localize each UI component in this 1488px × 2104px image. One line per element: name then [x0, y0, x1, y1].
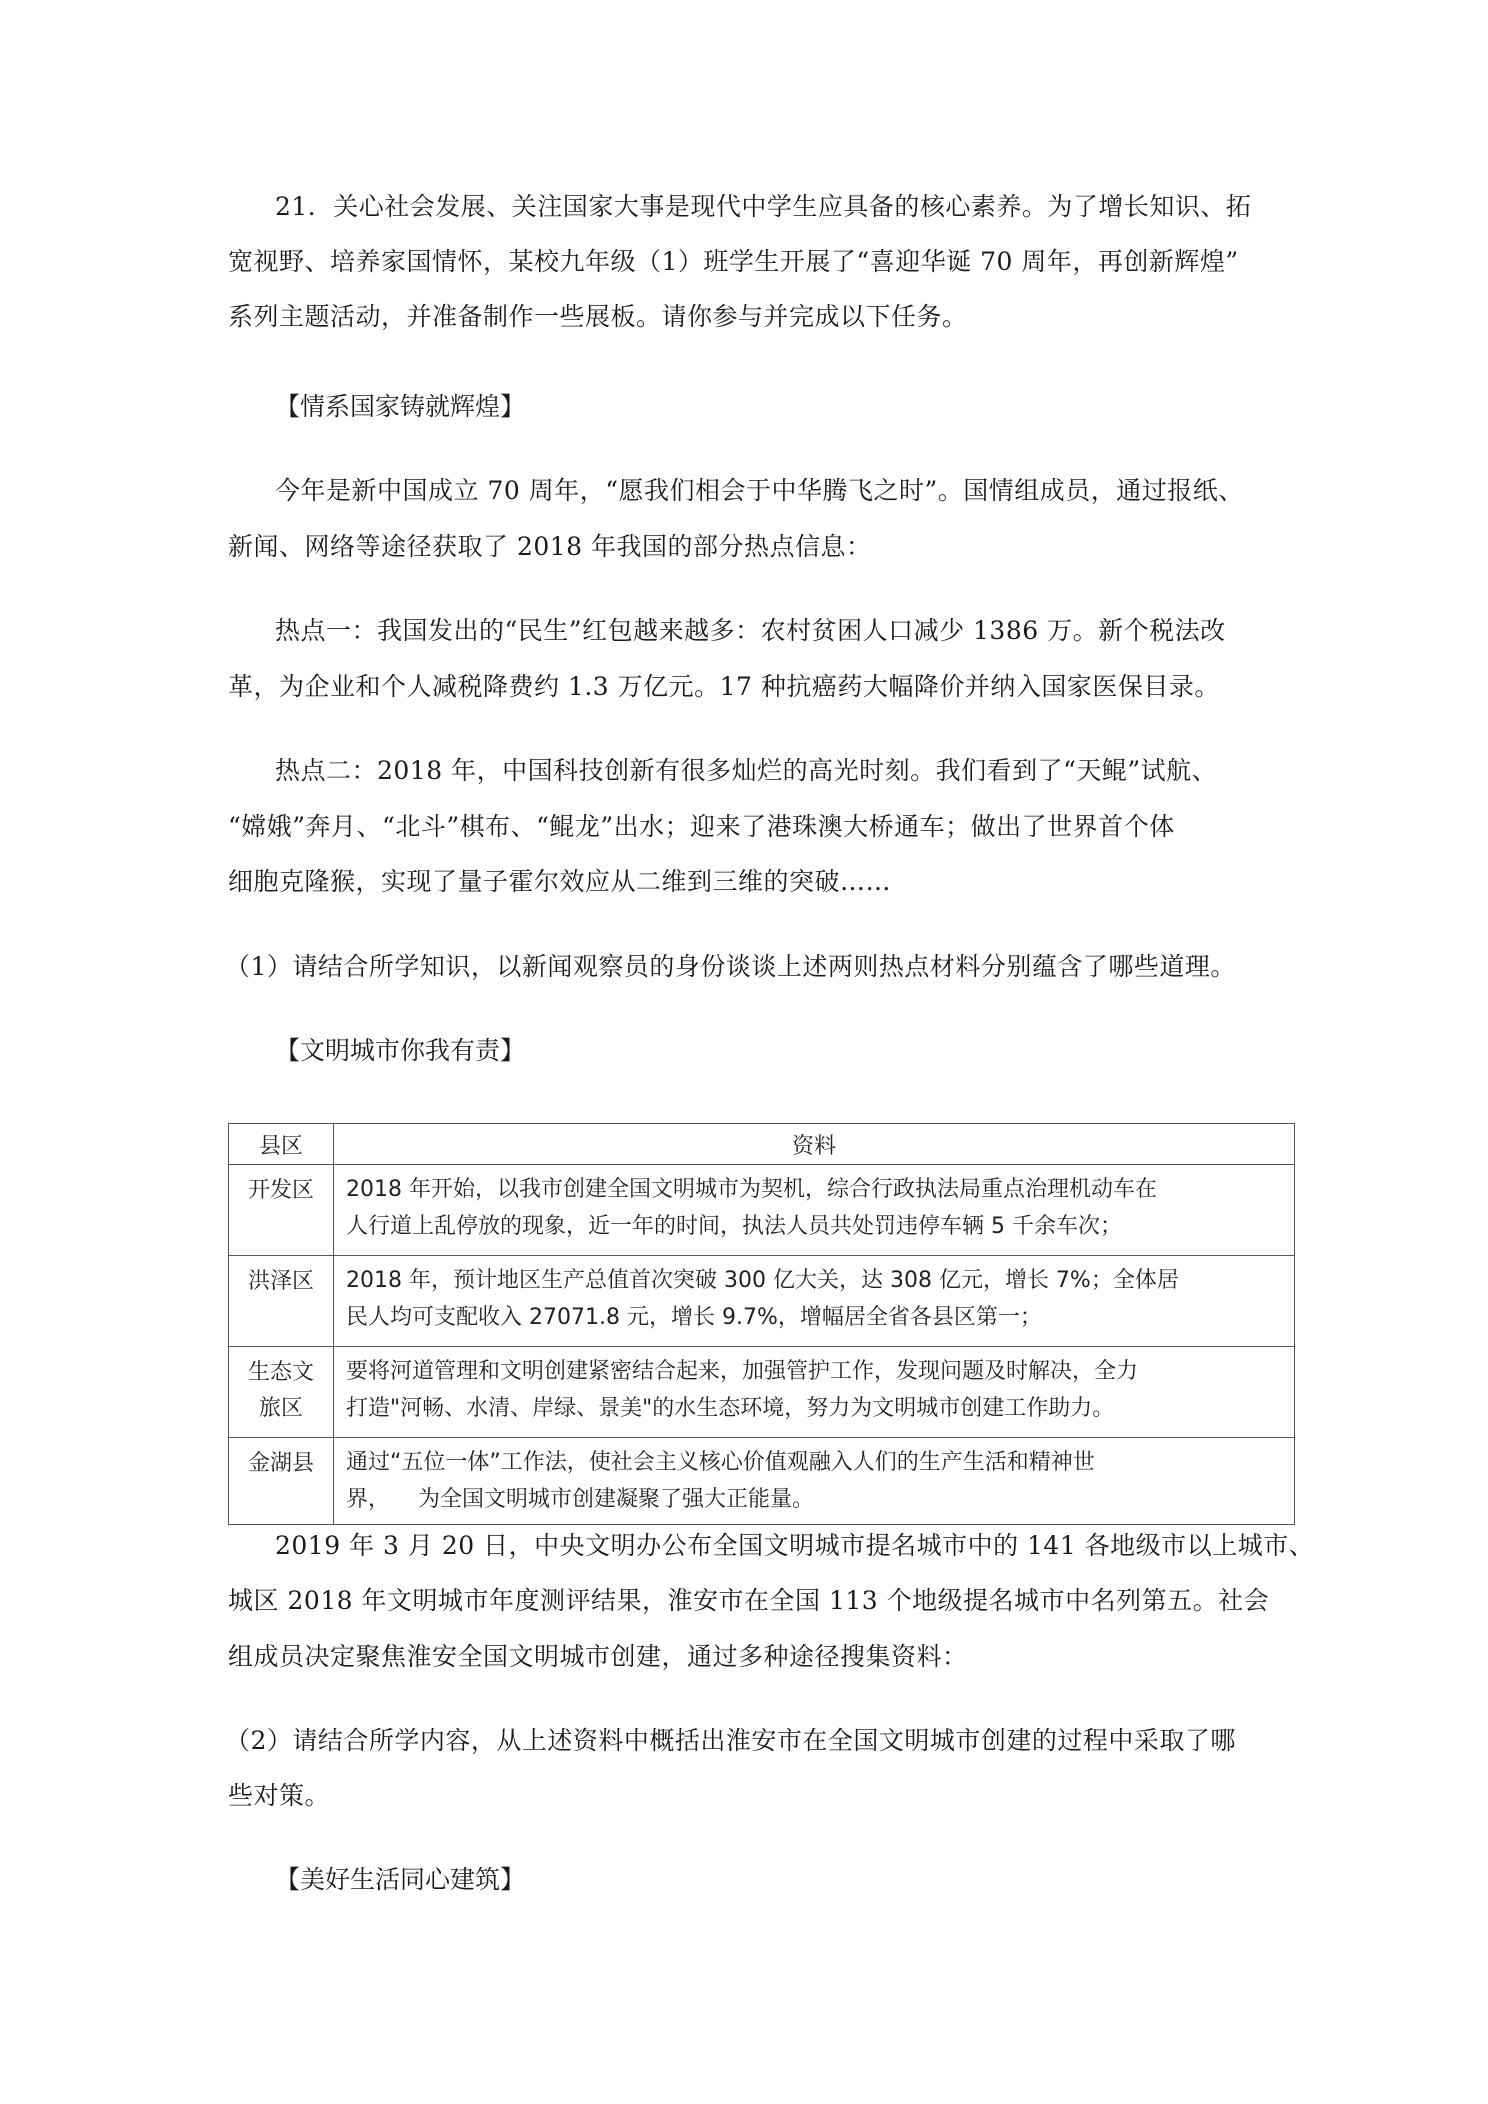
material-line: 界， 为全国文明城市创建凝聚了强大正能量。: [346, 1487, 814, 1512]
section2-line-3: 组成员决定聚焦淮安全国文明城市创建，通过多种途径搜集资料：: [228, 1642, 968, 1671]
hot2-line-3: 细胞克隆猴，实现了量子霍尔效应从二维到三维的突破……: [228, 867, 892, 896]
material-line: 要将河道管理和文明创建紧密结合起来，加强管护工作，发现问题及时解决，全力: [346, 1359, 1139, 1384]
section-title-2: 【文明城市你我有责】: [275, 1036, 526, 1065]
material-line: 人行道上乱停放的现象，近一年的时间，执法人员共处罚违停车辆 5 千余车次；: [346, 1214, 1122, 1239]
district-name: 开发区: [247, 1178, 314, 1203]
materials-table: [228, 1123, 1295, 1525]
material-cell: [334, 1438, 1295, 1525]
district-cell: [229, 1165, 334, 1256]
hot1-line-1: 热点一：我国发出的“民生”红包越来越多：农村贫困人口减少 1386 万。新个税法改: [275, 616, 1226, 645]
section1-line-1: 今年是新中国成立 70 周年，“愿我们相会于中华腾飞之时”。国情组成员，通过报纸、: [275, 476, 1244, 505]
material-cell: [334, 1165, 1295, 1256]
question-2-line-1: （2）请结合所学内容，从上述资料中概括出淮安市在全国文明城市创建的过程中采取了哪: [225, 1726, 1236, 1755]
intro-line-1: 21．关心社会发展、关注国家大事是现代中学生应具备的核心素养。为了增长知识、拓: [275, 192, 1252, 221]
table-row: [229, 1438, 1295, 1525]
district-name-line: 旅区: [258, 1396, 303, 1421]
section-title-1: 【情系国家铸就辉煌】: [275, 392, 526, 421]
district-cell: [229, 1438, 334, 1525]
material-cell: [334, 1347, 1295, 1438]
table-header-row: [229, 1124, 1295, 1165]
table-row: [229, 1256, 1295, 1347]
material-line: 2018 年，预计地区生产总值首次突破 300 亿大关，达 308 亿元，增长 7%；全体居: [346, 1268, 1179, 1293]
section2-line-1: 2019 年 3 月 20 日，中央文明办公布全国文明城市提名城市中的 141 各地级市以上城市、: [275, 1531, 1315, 1560]
intro-line-3: 系列主题活动，并准备制作一些展板。请你参与并完成以下任务。: [228, 302, 968, 331]
district-name: 金湖县: [247, 1451, 314, 1476]
section1-line-2: 新闻、网络等途径获取了 2018 年我国的部分热点信息：: [228, 532, 872, 561]
hot2-line-2: “嫦娥”奔月、“北斗”棋布、“鲲龙”出水；迎来了港珠澳大桥通车；做出了世界首个体: [228, 812, 1175, 841]
district-name: 洪泽区: [247, 1269, 314, 1294]
question-2-line-2: 些对策。: [228, 1781, 331, 1810]
table-row: [229, 1347, 1295, 1438]
intro-line-2: 宽视野、培养家国情怀，某校九年级（1）班学生开展了“喜迎华诞 70 周年，再创新辉煌”: [228, 247, 1239, 276]
table-header-district: 县区: [229, 1124, 334, 1165]
hot1-line-2: 革，为企业和个人减税降费约 1.3 万亿元。17 种抗癌药大幅降价并纳入国家医保目录。: [228, 672, 1220, 701]
section-title-3: 【美好生活同心建筑】: [275, 1865, 526, 1894]
hot2-line-1: 热点二：2018 年，中国科技创新有很多灿烂的高光时刻。我们看到了“天鲲”试航、: [275, 756, 1218, 785]
material-line: 2018 年开始，以我市创建全国文明城市为契机，综合行政执法局重点治理机动车在: [346, 1177, 1157, 1202]
district-cell: [229, 1256, 334, 1347]
district-cell: [229, 1347, 334, 1438]
table-header-material: 资料: [334, 1124, 1295, 1165]
district-name-line: 生态文: [247, 1360, 314, 1385]
material-cell: [334, 1256, 1295, 1347]
material-line: 通过“五位一体”工作法，使社会主义核心价值观融入人们的生产生活和精神世: [346, 1450, 1095, 1475]
material-line: 打造"河畅、水清、岸绿、景美"的水生态环境，努力为文明城市创建工作助力。: [346, 1396, 1115, 1421]
table-row: [229, 1165, 1295, 1256]
material-line: 民人均可支配收入 27071.8 元，增长 9.7%，增幅居全省各县区第一；: [346, 1305, 1042, 1330]
section2-line-2: 城区 2018 年文明城市年度测评结果，淮安市在全国 113 个地级提名城市中名列第五。社会: [228, 1586, 1270, 1615]
question-1: （1）请结合所学知识，以新闻观察员的身份谈谈上述两则热点材料分别蕴含了哪些道理。: [225, 952, 1236, 981]
